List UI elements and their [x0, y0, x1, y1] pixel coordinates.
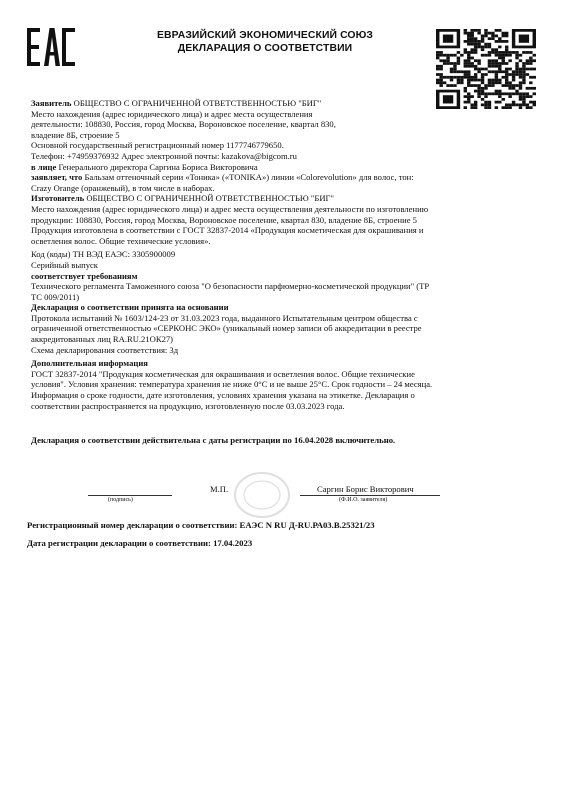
qr-code-icon [436, 29, 536, 109]
person-label: в лице [31, 161, 57, 172]
union-title: ЕВРАЗИЙСКИЙ ЭКОНОМИЧЕСКИЙ СОЮЗ [156, 30, 374, 41]
manufacturer-row [31, 193, 541, 204]
additional-text: условия". Условия хранения: температура хранения не ниже 0°С и не выше 25°С. Срок годности – 24 месяца. [31, 379, 433, 390]
applicant-row [31, 98, 541, 109]
signature-caption: (подпись) [108, 497, 133, 503]
manufacturer-name: ОБЩЕСТВО С ОГРАНИЧЕННОЙ ОТВЕТСТВЕННОСТЬЮ "БИГ" [84, 193, 335, 204]
applicant-address: Место нахождения (адрес юридического лица) и адрес места осуществления [31, 108, 313, 119]
qr-code [436, 29, 536, 109]
manufacturer-label: Изготовитель [31, 193, 85, 204]
manufacturer-standard: осветления волос. Общие технические условия». [31, 235, 211, 246]
manufacturer-standard: Продукция изготовлена в соответствии с ГОСТ 32837-2014 «Продукция косметическая для окрашивания и [31, 225, 424, 236]
manufacturer-address: продукции: 108830, Россия, город Москва, Вороновское поселение, квартал 830, владение 8Б, строение 5 [31, 214, 417, 225]
product-text: Crazy Orange (оранжевый), в том числе в наборах. [31, 182, 215, 193]
applicant-contacts: Телефон: +74959376932 Адрес электронной почты: kazakova@bigcom.ru [31, 150, 297, 161]
eac-logo [26, 26, 76, 68]
registration-date: Дата регистрации декларации о соответствии: 17.04.2023 [27, 538, 253, 548]
product-text: Бальзам оттеночный серии «Тоника» («TONIKA») линии «Colorevolution» для волос, тон: [82, 172, 414, 183]
additional-text: соответствии распространяется на продукцию, изготовленную после 03.03.2023 года. [31, 400, 345, 411]
applicant-label: Заявитель [31, 98, 72, 108]
basis-text: ограниченной ответственностью «СЕРКОНС ЭКО» (уникальный номер записи об аккредитации в реестре [31, 323, 422, 334]
applicant-person: Генерального директора Саргина Бориса Викторовича [56, 161, 258, 172]
declares-label: заявляет, что [31, 172, 83, 183]
company-stamp [232, 470, 292, 520]
additional-text: ГОСТ 32837-2014 "Продукция косметическая для окрашивания и осветления волос. Общие технические [31, 368, 415, 379]
declaration-scheme: Схема декларирования соответствия: 3д [31, 344, 179, 355]
requirements-label: соответствует требованиям [31, 270, 138, 281]
registration-number: Регистрационный номер декларации о соответствии: ЕАЭС N RU Д-RU.РА03.В.25321/23 [27, 520, 375, 530]
additional-label: Дополнительная информация [31, 358, 148, 369]
document-header [100, 29, 430, 55]
release-type: Серийный выпуск [31, 259, 98, 270]
additional-text: Информация о сроке годности, дате изготовления, условиях хранения указана на этикетке. Декларация о [31, 390, 415, 401]
signer-name-caption: (Ф.И.О. заявителя) [339, 497, 388, 503]
applicant-address: деятельности: 108830, Россия, город Москва, Вороновское поселение, квартал 830, [31, 119, 336, 130]
declaration-title: ДЕКЛАРАЦИЯ О СООТВЕТСТВИИ [177, 43, 353, 54]
signer-name-line [300, 495, 440, 496]
stamp-icon [232, 470, 292, 520]
signature-line [88, 495, 172, 496]
declaration-body [31, 98, 541, 411]
applicant-name: ОБЩЕСТВО С ОГРАНИЧЕННОЙ ОТВЕТСТВЕННОСТЬЮ "БИГ" [71, 98, 322, 108]
seal-place-label: М.П. [210, 484, 229, 494]
validity-statement: Декларация о соответствии действительна с даты регистрации по 16.04.2028 включительно. [31, 435, 396, 445]
declares-row [31, 172, 541, 183]
applicant-address: владение 8Б, строение 5 [31, 129, 120, 140]
applicant-ogrn: Основной государственный регистрационный номер 1177746779650. [31, 140, 284, 151]
manufacturer-address: Место нахождения (адрес юридического лица) и адрес места осуществления деятельности по изготовлению [31, 203, 429, 214]
signer-name: Саргин Борис Викторович [317, 484, 414, 494]
basis-text: аккредитованных лиц RA.RU.21ОК27) [31, 334, 174, 345]
eac-logo-icon [26, 26, 76, 68]
tn-ved-code: Код (коды) ТН ВЭД ЕАЭС: 3305900009 [31, 249, 176, 260]
requirements-text: Технического регламента Таможенного союза "О безопасности парфюмерно-косметической продукции" (ТР [31, 281, 430, 292]
applicant-person-row [31, 162, 541, 173]
requirements-text: ТС 009/2011) [31, 291, 80, 302]
basis-text: Протокола испытаний № 1603/124-23 от 31.03.2023 года, выданного Испытательным центром общества с [31, 312, 418, 323]
basis-label: Декларация о соответствии принята на основании [31, 302, 229, 313]
